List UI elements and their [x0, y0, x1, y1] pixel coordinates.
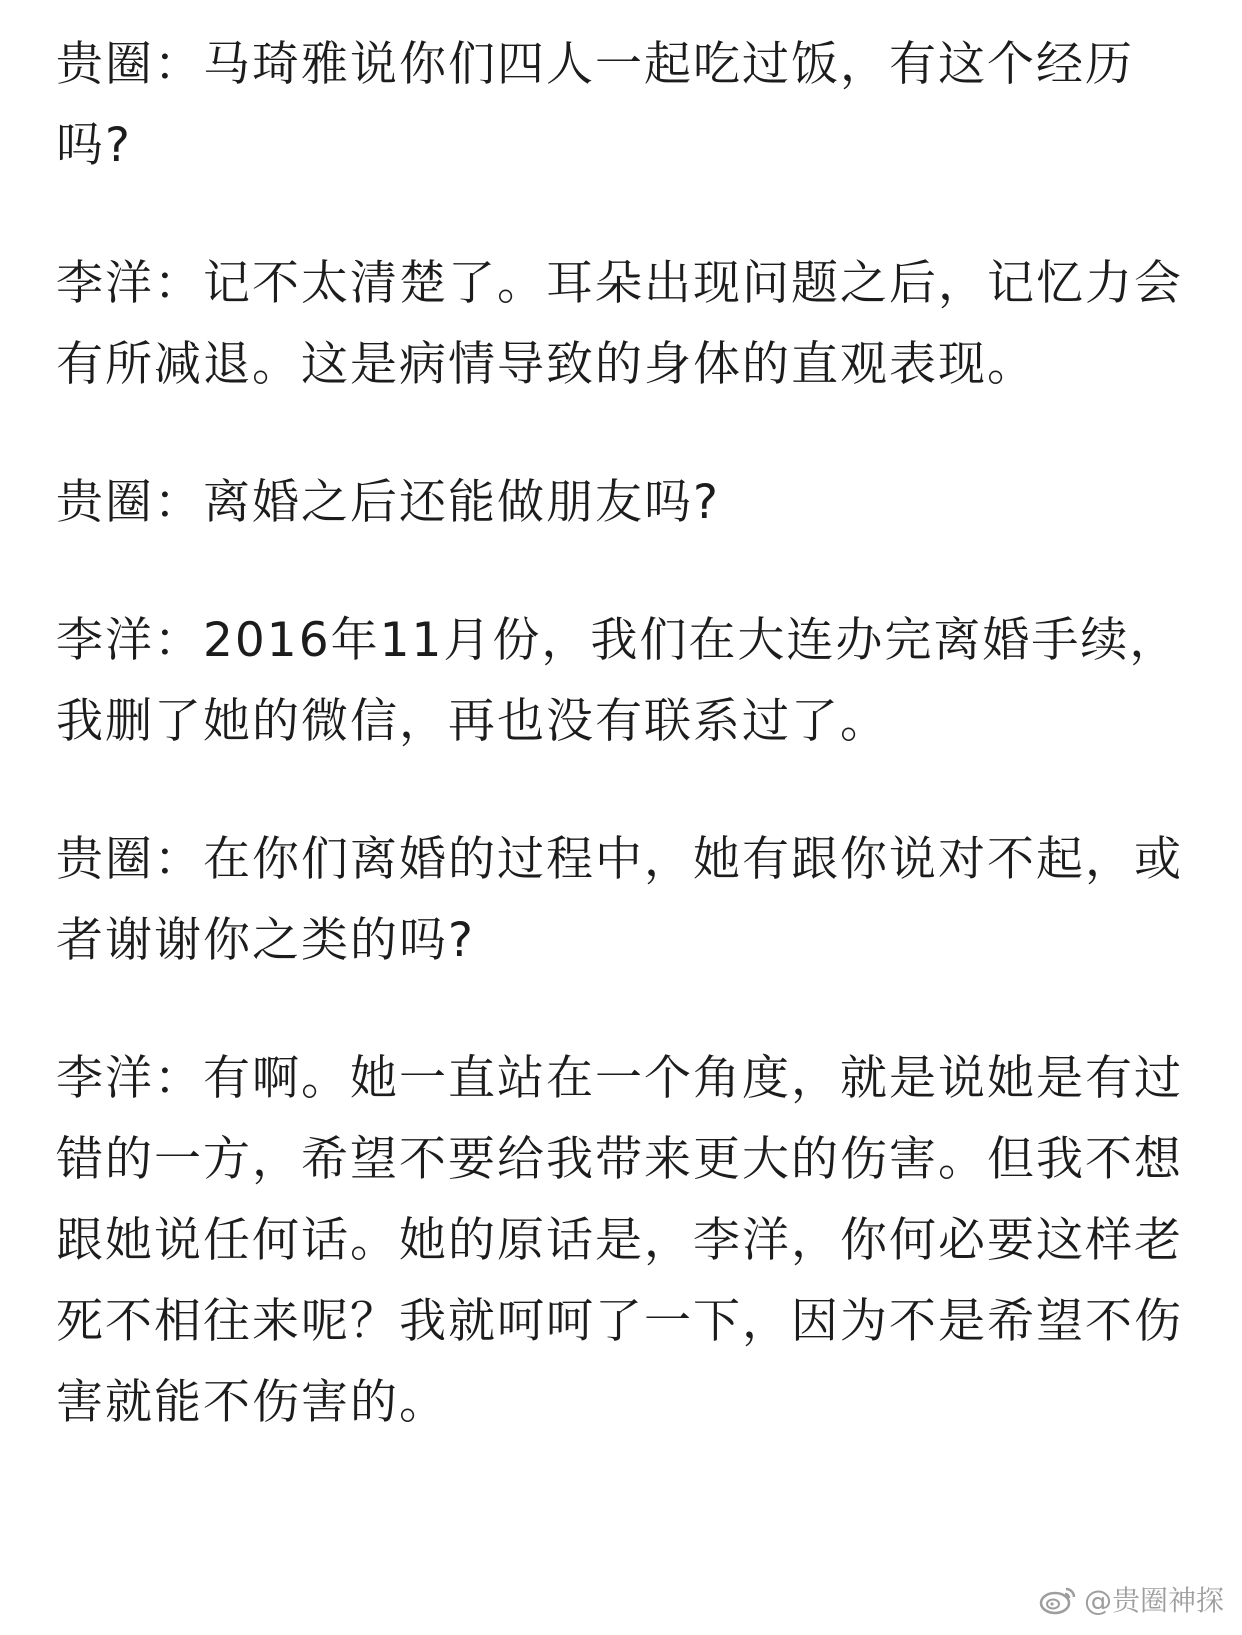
speaker-label: 贵圈： — [56, 37, 203, 92]
interview-paragraph-1 — [56, 24, 1186, 186]
speaker-label: 李洋： — [56, 256, 203, 311]
interview-paragraph-5 — [56, 819, 1186, 981]
paragraph-text: 离婚之后还能做朋友吗? — [203, 475, 720, 530]
article-body — [56, 24, 1186, 1500]
speaker-label: 李洋： — [56, 613, 203, 668]
paragraph-text: 马琦雅说你们四人一起吃过饭，有这个经历吗? — [56, 37, 1134, 173]
paragraph-text: 记不太清楚了。耳朵出现问题之后，记忆力会有所减退。这是病情导致的身体的直观表现。 — [56, 256, 1183, 392]
speaker-label: 贵圈： — [56, 832, 203, 887]
weibo-watermark — [1038, 1579, 1224, 1619]
watermark-text: @贵圈神探 — [1083, 1584, 1224, 1617]
paragraph-text: 2016年11月份，我们在大连办完离婚手续，我删了她的微信，再也没有联系过了。 — [56, 613, 1179, 749]
speaker-label: 贵圈： — [56, 475, 203, 530]
weibo-logo-icon — [1038, 1583, 1078, 1615]
interview-paragraph-6 — [56, 1038, 1186, 1443]
paragraph-text: 在你们离婚的过程中，她有跟你说对不起，或者谢谢你之类的吗? — [56, 832, 1183, 968]
interview-paragraph-4 — [56, 600, 1186, 762]
speaker-label: 李洋： — [56, 1051, 203, 1106]
interview-paragraph-3 — [56, 462, 1186, 543]
paragraph-text: 有啊。她一直站在一个角度，就是说她是有过错的一方，希望不要给我带来更大的伤害。但我不想跟她说任何话。她的原话是，李洋，你何必要这样老死不相往来呢？我就呵呵了一下，因为不是希望不伤害就能不伤害的。 — [56, 1051, 1183, 1430]
interview-paragraph-2 — [56, 243, 1186, 405]
